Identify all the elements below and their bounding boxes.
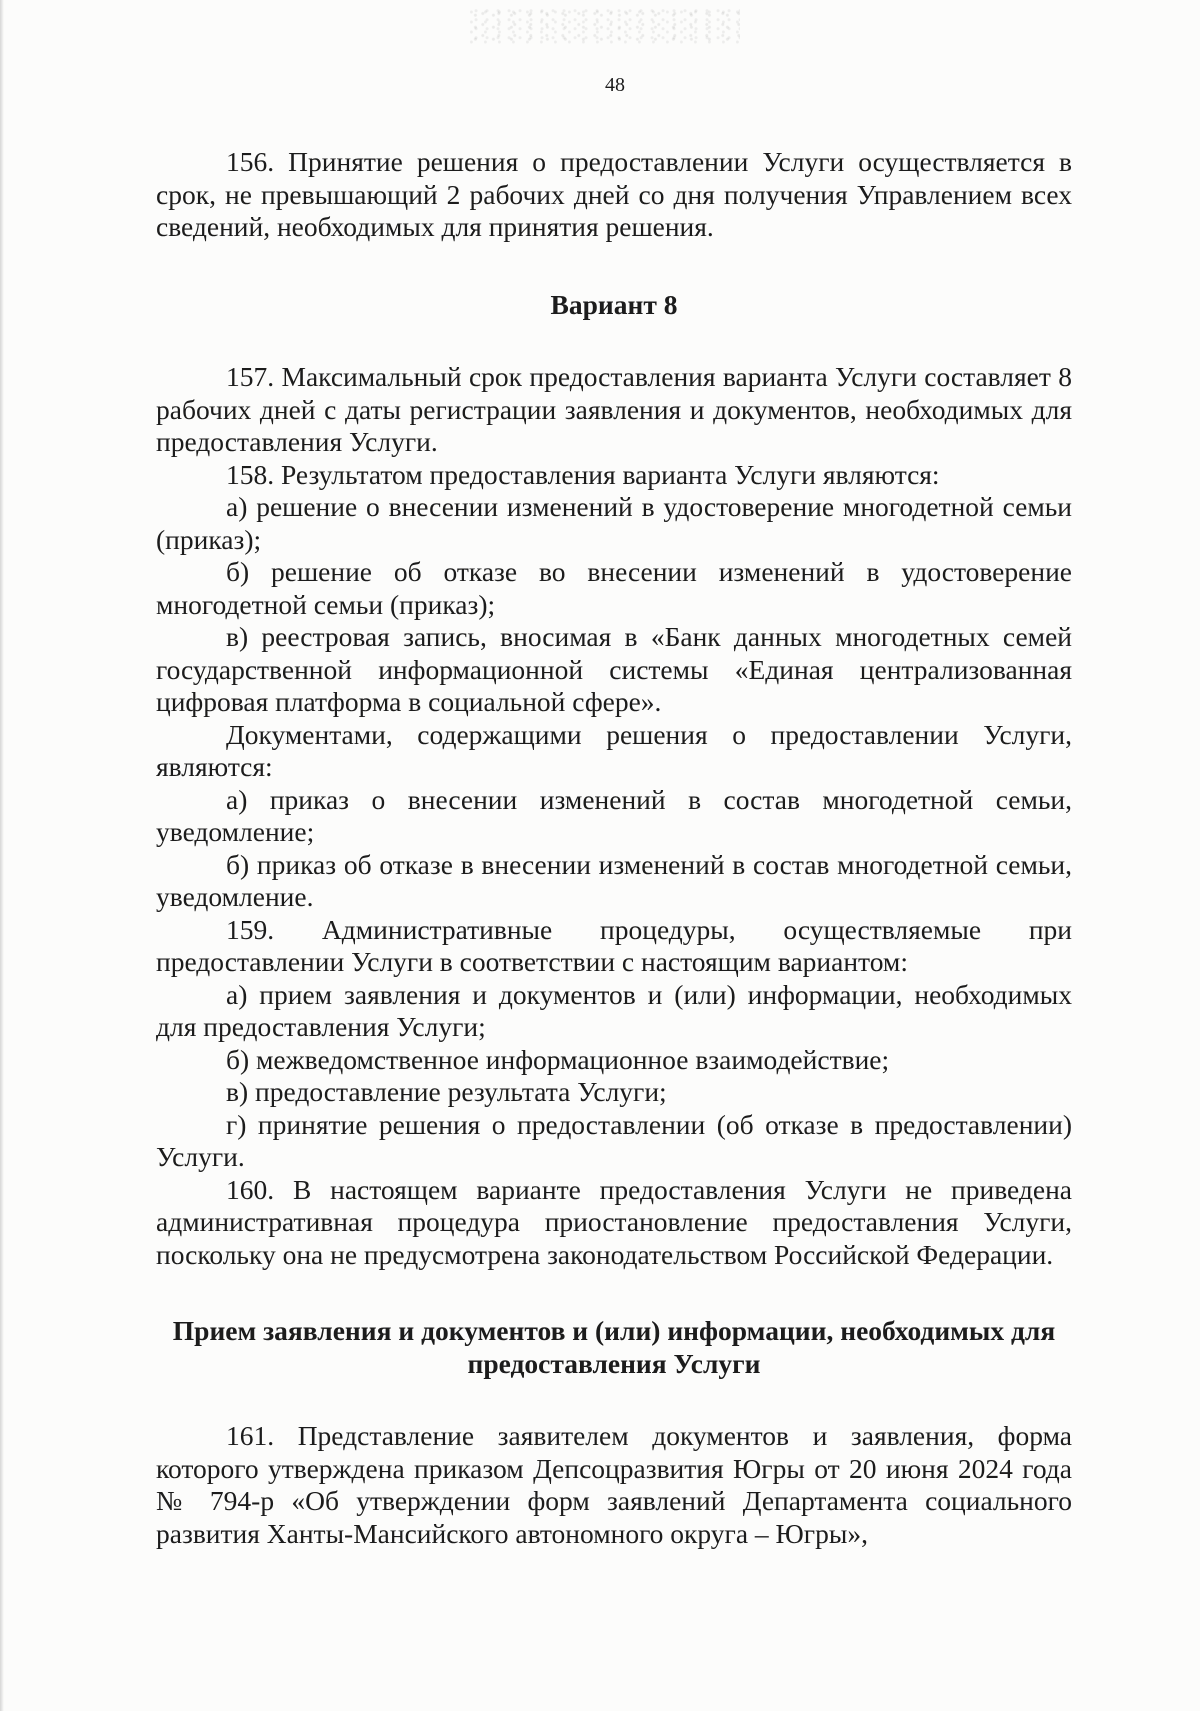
list-item-159-g: г) принятие решения о предоставлении (об отказе в предоставлении) Услуги. [156, 1108, 1072, 1172]
list-item-159-b: б) межведомственное информационное взаимодействие; [226, 1043, 890, 1075]
list-item-158-v: в) реестровая запись, вносимая в «Банк данных многодетных семей государственной информационной системы «Единая централизованная цифровая платформа в социальной сфере». [156, 621, 1072, 717]
list-item-158-a: а) решение о внесении изменений в удостоверение многодетной семьи (приказ); [156, 491, 1072, 555]
list-item-documents-a: а) приказ о внесении изменений в состав многодетной семьи, уведомление; [156, 783, 1072, 847]
list-item-159-a: а) прием заявления и документов и (или) информации, необходимых для предоставления Услуги; [156, 978, 1072, 1042]
paragraph-156: 156. Принятие решения о предоставлении Услуги осуществляется в срок, не превышающий 2 рабочих дней со дня получения Управлением всех сведений, необходимых для принятия решения. [156, 146, 1072, 242]
page-number: 48 [605, 74, 625, 96]
scan-edge-shadow [0, 0, 4, 1711]
variant-heading: Вариант 8 [550, 288, 678, 320]
paragraph-161: 161. Представление заявителем документов и заявления, форма которого утверждена приказом Депсоцразвития Югры от 20 июня 2024 года № 794-р «Об утверждении форм заявлений Департамента социального развития Ханты-Мансийского автономного округа – Югры», [156, 1420, 1072, 1549]
list-item-158-b: б) решение об отказе во внесении изменений в удостоверение многодетной семьи (приказ); [156, 556, 1072, 620]
list-item-documents-b: б) приказ об отказе в внесении изменений в состав многодетной семьи, уведомление. [156, 848, 1072, 912]
paragraph-160: 160. В настоящем варианте предоставления Услуги не приведена административная процедура приостановление предоставления Услуги, поскольку она не предусмотрена законодательством Российской Федерации. [156, 1173, 1072, 1270]
document-body [156, 146, 1072, 1550]
section-heading: Прием заявления и документов и (или) информации, необходимых для предоставления Услуги [172, 1315, 1056, 1379]
paragraph-159: 159. Административные процедуры, осуществляемые при предоставлении Услуги в соответствии с настоящим вариантом: [156, 913, 1072, 977]
scan-stamp-marks [470, 8, 740, 44]
paragraph-157: 157. Максимальный срок предоставления варианта Услуги составляет 8 рабочих дней с даты регистрации заявления и документов, необходимых для предоставления Услуги. [156, 361, 1072, 457]
list-item-159-v: в) предоставление результата Услуги; [226, 1076, 667, 1107]
paragraph-documents: Документами, содержащими решения о предоставлении Услуги, являются: [156, 718, 1072, 782]
paragraph-158: 158. Результатом предоставления варианта Услуги являются: [226, 458, 940, 490]
